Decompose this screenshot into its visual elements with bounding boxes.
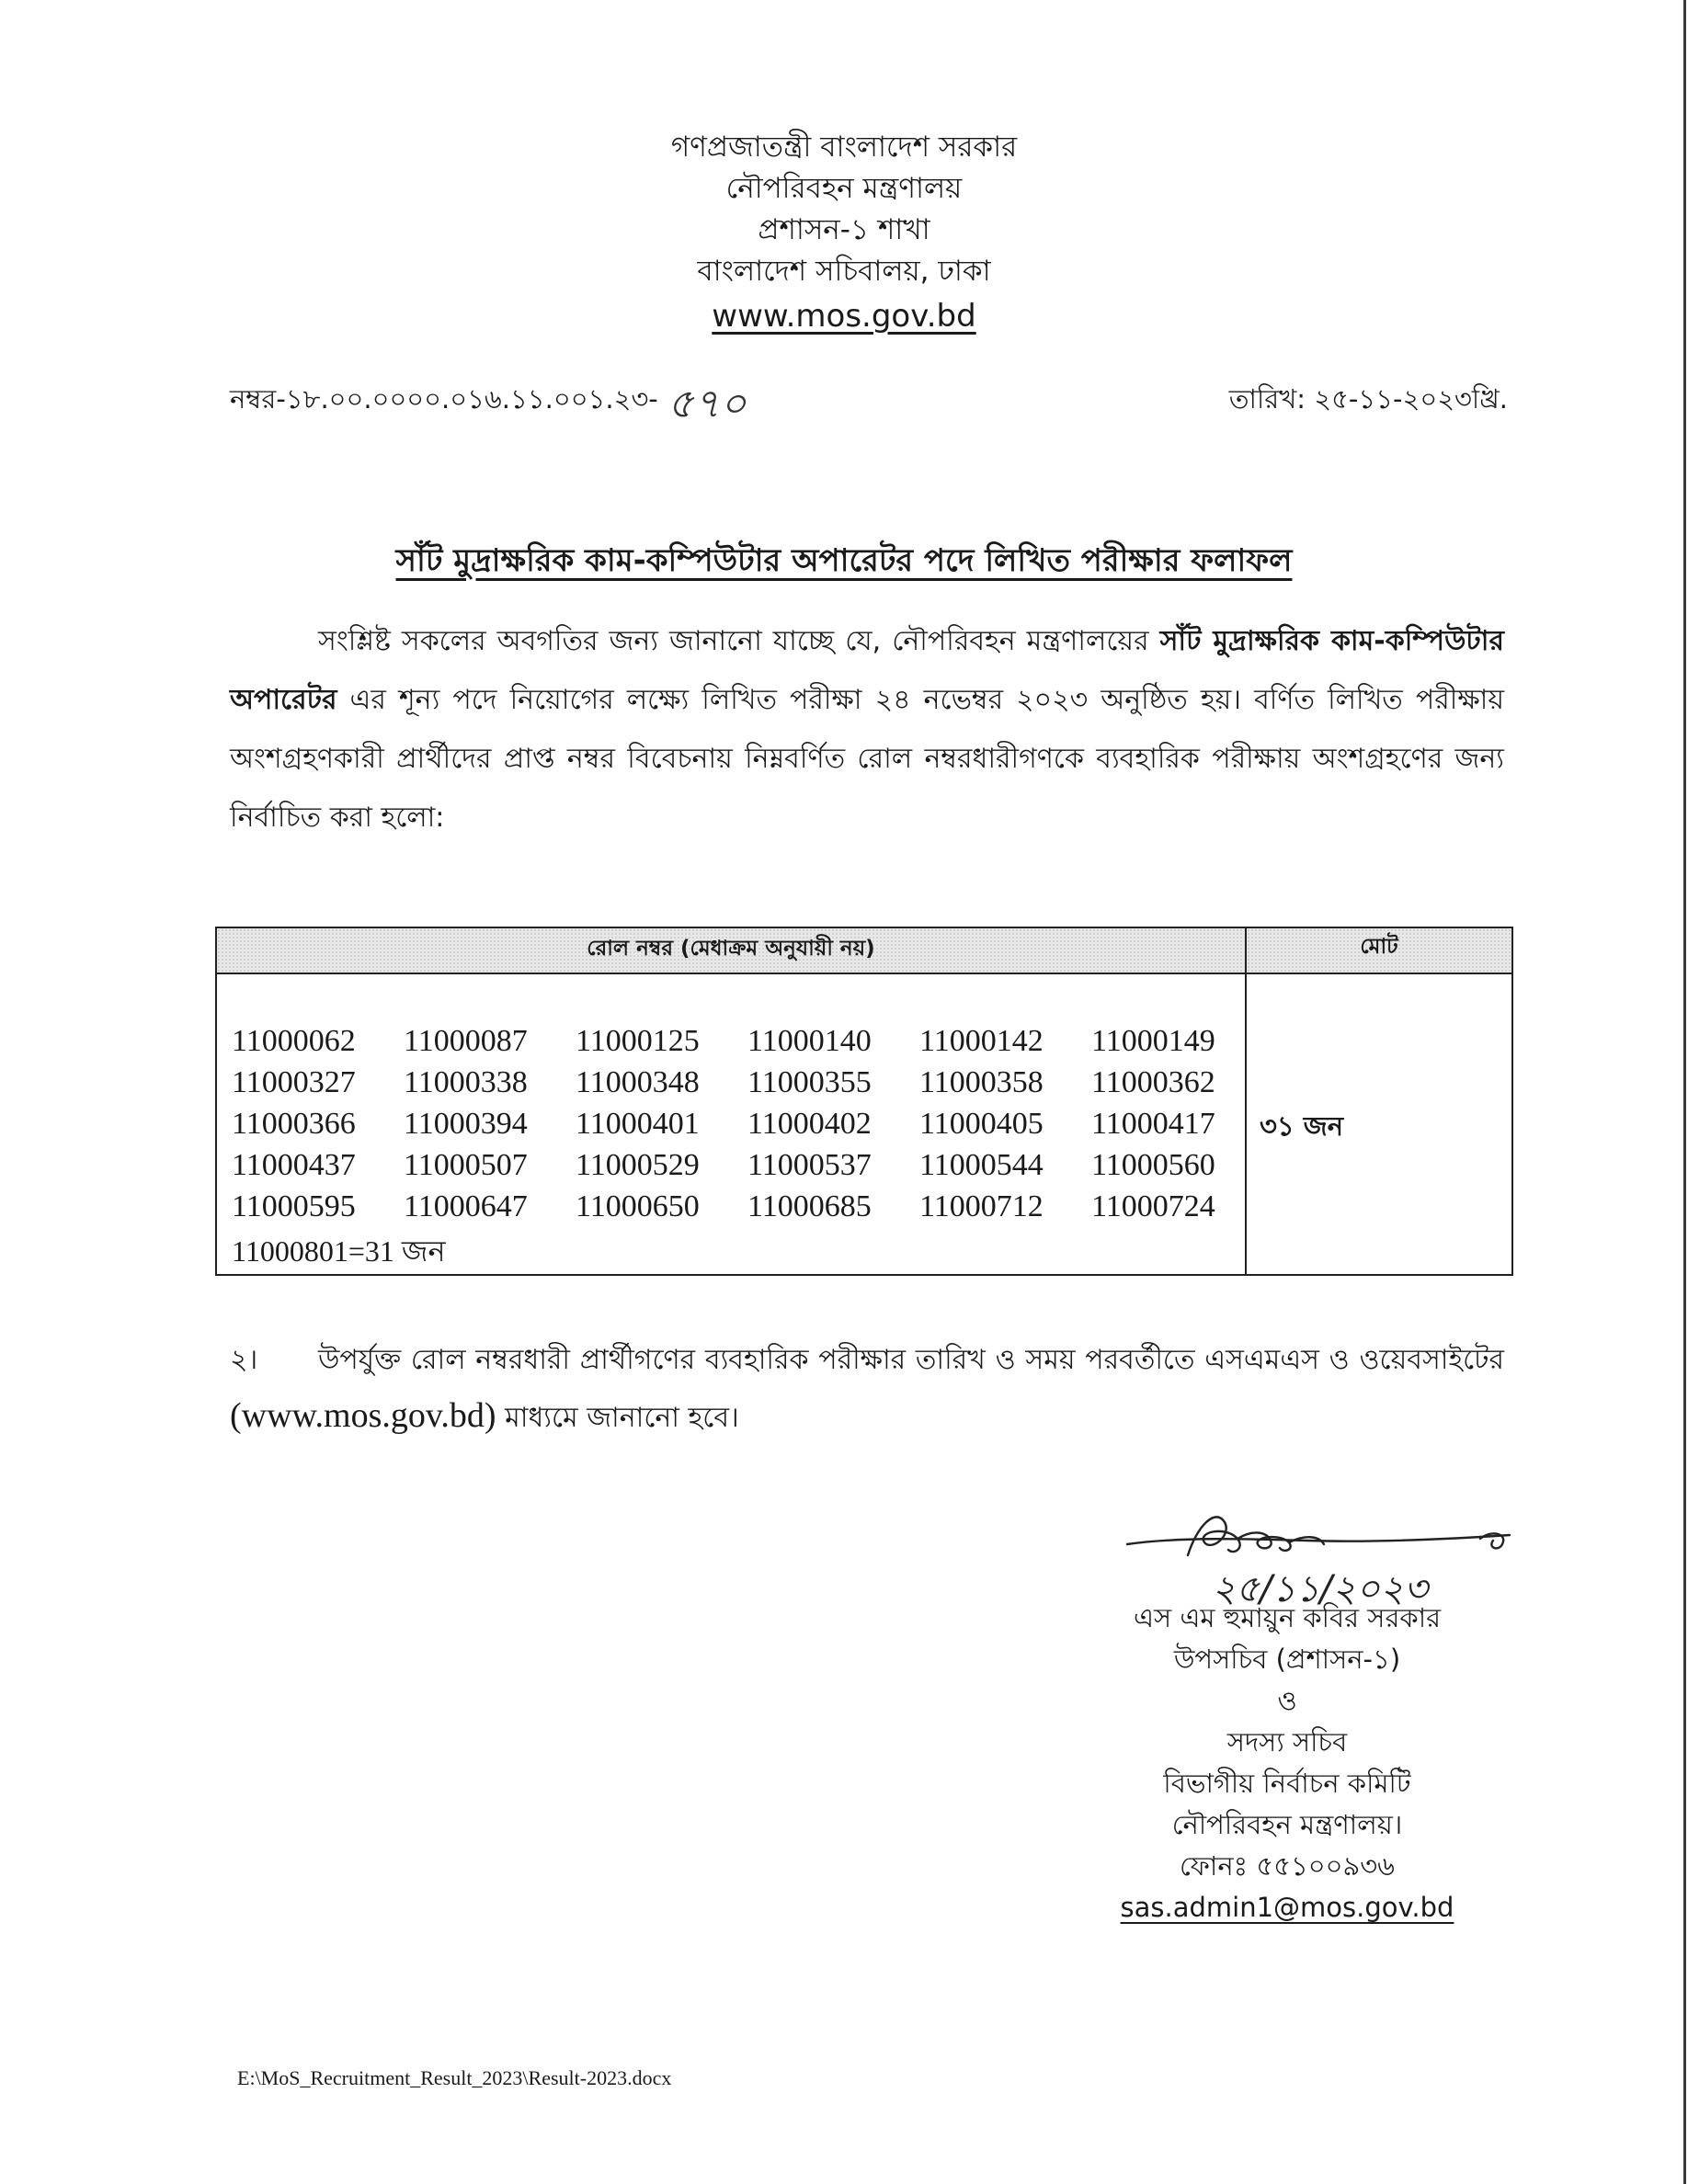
roll-number: 11000062: [232, 1024, 356, 1058]
signatory-phone: ফোনঃ ৫৫১০০৯৩৬: [1179, 1850, 1396, 1882]
paragraph-intro: [230, 612, 1504, 847]
signatory-committee: বিভাগীয় নির্বাচন কমিটি: [1163, 1768, 1411, 1799]
roll-number: 11000537: [747, 1148, 872, 1182]
footer-file-path: E:\MoS_Recruitment_Result_2023\Result-2023.docx: [237, 2066, 672, 2089]
roll-number: 11000402: [747, 1107, 872, 1141]
header-government: গণপ্রজাতন্ত্রী বাংলাদেশ সরকার: [670, 131, 1018, 164]
table-header-roll: রোল নম্বর (মেধাক্রম অনুযায়ী নয়): [217, 928, 1247, 974]
roll-number: 11000650: [576, 1189, 700, 1223]
signature-date: ২৫/১১/২০২৩: [1212, 1568, 1428, 1610]
signatory-role: সদস্য সচিব: [1226, 1726, 1348, 1757]
header-branch: প্রশাসন-১ শাখা: [758, 213, 930, 246]
table-cell-rolls: [217, 974, 1247, 1274]
roll-number: 11000437: [232, 1148, 356, 1182]
roll-number: 11000405: [919, 1107, 1044, 1141]
table-cell-total: [1247, 974, 1511, 1274]
signatory-designation: উপসচিব (প্রশাসন-১): [1173, 1644, 1401, 1675]
notice-text-1: উপর্যুক্ত রোল নম্বরধারী প্রার্থীগণের ব্যবহারিক পরীক্ষার তারিখ ও সময় পরবর্তীতে এসএমএস ও ওয়েবসাইটের: [318, 1344, 1504, 1376]
roll-number: 11000417: [1091, 1107, 1215, 1141]
signatory-conjunction: ও: [1277, 1685, 1297, 1716]
table-header-total: মোট: [1247, 928, 1511, 974]
signatory-block: [1066, 1598, 1508, 1928]
notice-website-link[interactable]: (www.mos.gov.bd): [230, 1396, 496, 1435]
memo-handwritten-number: ৫৭০: [667, 381, 747, 427]
roll-number: 11000355: [747, 1065, 872, 1099]
subject-heading: [0, 537, 1688, 589]
memo-date: তারিখ: ২৫-১১-২০২৩খ্রি.: [1228, 383, 1508, 415]
roll-number: 11000362: [1091, 1065, 1215, 1099]
roll-number: 11000087: [404, 1024, 528, 1058]
intro-text-1: সংশ্লিষ্ট সকলের অবগতির জন্য জানানো যাচ্ছে যে, নৌপরিবহন মন্ত্রণালয়ের: [318, 625, 1160, 657]
notice-number: ২।: [230, 1344, 258, 1376]
roll-number: 11000560: [1091, 1148, 1215, 1182]
signatory-name: এস এম হুমায়ুন কবির সরকার: [1133, 1602, 1442, 1633]
paragraph-notice: [230, 1333, 1504, 1446]
header-website-link[interactable]: www.mos.gov.bd: [712, 298, 976, 335]
roll-number: 11000595: [232, 1189, 356, 1223]
memo-number: নম্বর-১৮.০০.০০০০.০১৬.১১.০০১.২৩-: [230, 383, 658, 415]
roll-number: 11000685: [747, 1189, 872, 1223]
roll-last-line: 11000801=31 জন: [232, 1234, 446, 1268]
roll-number: 11000529: [576, 1148, 700, 1182]
letterhead: [0, 127, 1688, 338]
roll-number: 11000142: [919, 1024, 1044, 1058]
intro-text-2: এর শূন্য পদে নিয়োগের লক্ষ্যে লিখিত পরীক্ষা ২৪ নভেম্বর ২০২৩ অনুষ্ঠিত হয়। বর্ণিত লিখিত পরীক্ষায় অংশগ্রহণকারী প্রার্থীদের প্রাপ্ত নম্বর বিবেচনায় নিম্নবর্ণিত রোল নম্বরধারীগণকে ব্যবহারিক পরীক্ষায় অংশগ্রহণের জন্য নির্বাচিত করা হলো:: [230, 684, 1504, 834]
header-ministry: নৌপরিবহন মন্ত্রণালয়: [725, 172, 963, 205]
roll-number: 11000125: [576, 1024, 700, 1058]
roll-number: 11000366: [232, 1107, 356, 1141]
intro-post-name: সাঁট মুদ্রাক্ষরিক কাম-কম্পিউটার অপারেটর: [230, 625, 1504, 716]
roll-number: 11000338: [404, 1065, 528, 1099]
roll-number: 11000401: [576, 1107, 700, 1141]
roll-number-grid: [232, 1020, 1263, 1227]
roll-number: 11000507: [404, 1148, 528, 1182]
roll-number: 11000724: [1091, 1189, 1215, 1223]
subject-text: সাঁট মুদ্রাক্ষরিক কাম-কম্পিউটার অপারেটর পদে লিখিত পরীক্ষার ফলাফল: [395, 542, 1293, 579]
notice-text-2: মাধ্যমে জানানো হবে।: [496, 1402, 739, 1434]
signatory-email-link[interactable]: sas.admin1@mos.gov.bd: [1120, 1892, 1454, 1923]
roll-number: 11000348: [576, 1065, 700, 1099]
roll-number: 11000140: [747, 1024, 872, 1058]
roll-number: 11000394: [404, 1107, 528, 1141]
signatory-ministry: নৌপরিবহন মন্ত্রণালয়।: [1171, 1809, 1403, 1840]
roll-number: 11000327: [232, 1065, 356, 1099]
roll-number: 11000544: [919, 1148, 1044, 1182]
roll-number: 11000149: [1091, 1024, 1215, 1058]
header-address: বাংলাদেশ সচিবালয়, ঢাকা: [697, 255, 991, 288]
roll-number: 11000647: [404, 1189, 528, 1223]
roll-number: 11000712: [919, 1189, 1044, 1223]
roll-number: 11000358: [919, 1065, 1044, 1099]
results-table: [215, 927, 1513, 1276]
total-count: ৩১ জন: [1260, 1110, 1344, 1142]
